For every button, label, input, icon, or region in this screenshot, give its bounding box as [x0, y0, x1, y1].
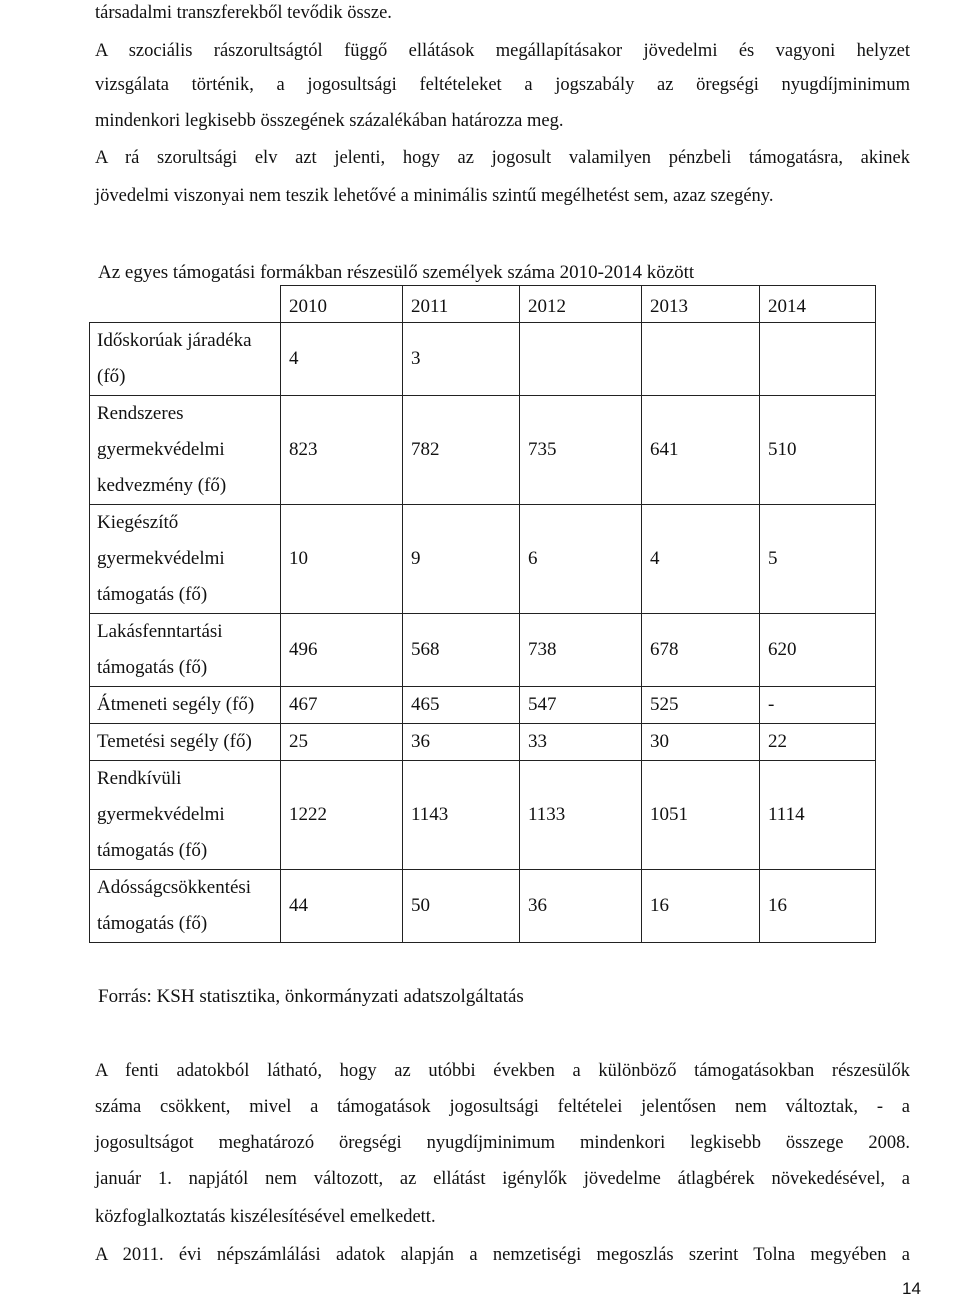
table-cell: 568: [403, 614, 520, 687]
table-row: [90, 870, 876, 943]
row-label-line: Rendkívüli: [97, 768, 182, 789]
table-cell: 547: [520, 687, 642, 724]
table-cell: 465: [403, 687, 520, 724]
table-cell: 1143: [403, 761, 520, 870]
table-cell: 782: [403, 396, 520, 505]
row-label-line: gyermekvédelmi: [97, 439, 225, 460]
year-header: 2014: [760, 286, 876, 323]
row-label-line: Temetési segély (fő): [97, 731, 252, 752]
text-line: január 1. napjától nem változott, az ellátást igénylők jövedelme átlagbérek növekedésével, a: [95, 1169, 910, 1189]
row-label: [90, 323, 281, 396]
table-row: [90, 761, 876, 870]
table-row: [90, 614, 876, 687]
table-cell: 735: [520, 396, 642, 505]
table-source: Forrás: KSH statisztika, önkormányzati adatszolgáltatás: [98, 986, 524, 1007]
row-label: [90, 505, 281, 614]
table-cell: 6: [520, 505, 642, 614]
text-line: mindenkori legkisebb összegének százalékában határozza meg.: [95, 111, 564, 131]
table-row: [90, 687, 876, 724]
row-label-line: támogatás (fő): [97, 657, 208, 678]
text-line: jogosultságot meghatározó öregségi nyugdíjminimum mindenkori legkisebb összege 2008.: [95, 1133, 910, 1153]
year-header: 2013: [642, 286, 760, 323]
table-cell: 1133: [520, 761, 642, 870]
table-cell: [642, 323, 760, 396]
table-cell: [760, 323, 876, 396]
text-line: A szociális rászorultságtól függő ellátások megállapításakor jövedelmi és vagyoni helyzet: [95, 41, 910, 61]
row-label-line: Rendszeres: [97, 403, 184, 424]
row-label-line: támogatás (fő): [97, 913, 208, 934]
year-header: 2012: [520, 286, 642, 323]
row-label-line: Időskorúak járadéka: [97, 330, 252, 351]
table-cell: 3: [403, 323, 520, 396]
text-line: száma csökkent, mivel a támogatások jogosultsági feltételei jelentősen nem változtak, - a: [95, 1097, 910, 1117]
row-label-line: Átmeneti segély (fő): [97, 694, 255, 715]
row-label-line: Kiegészítő: [97, 512, 179, 533]
table-corner: [90, 286, 281, 323]
table-cell: 4: [642, 505, 760, 614]
table-cell: 1222: [281, 761, 403, 870]
table-cell: 1114: [760, 761, 876, 870]
row-label: [90, 870, 281, 943]
table-cell: 1051: [642, 761, 760, 870]
row-label-line: támogatás (fő): [97, 584, 208, 605]
text-line: közfoglalkoztatás kiszélesítésével emelkedett.: [95, 1207, 436, 1227]
text-line: A 2011. évi népszámlálási adatok alapján a nemzetiségi megoszlás szerint Tolna megyében a: [95, 1245, 910, 1265]
table-cell: 738: [520, 614, 642, 687]
table-cell: 510: [760, 396, 876, 505]
table-cell: [520, 323, 642, 396]
table-cell: 496: [281, 614, 403, 687]
row-label: [90, 761, 281, 870]
row-label-line: kedvezmény (fő): [97, 475, 227, 496]
table-cell: 16: [642, 870, 760, 943]
table-cell: 50: [403, 870, 520, 943]
table-row: [90, 724, 876, 761]
text-line: vizsgálata történik, a jogosultsági feltételeket a jogszabály az öregségi nyugdíjminimum: [95, 75, 910, 95]
table-header-row: [90, 286, 876, 323]
row-label-line: Adósságcsökkentési: [97, 877, 252, 898]
row-label-line: gyermekvédelmi: [97, 548, 225, 569]
row-label: [90, 687, 281, 724]
year-header: 2011: [403, 286, 520, 323]
row-label-line: (fő): [97, 366, 126, 387]
table-cell: 525: [642, 687, 760, 724]
table-row: [90, 323, 876, 396]
table-cell: 33: [520, 724, 642, 761]
year-header: 2010: [281, 286, 403, 323]
table-cell: 36: [520, 870, 642, 943]
table-cell: 641: [642, 396, 760, 505]
row-label: [90, 724, 281, 761]
page-number: 14: [902, 1279, 921, 1298]
table-cell: 36: [403, 724, 520, 761]
text-line: A rá szorultsági elv azt jelenti, hogy az jogosult valamilyen pénzbeli támogatásra, akinek: [95, 148, 910, 168]
row-label-line: Lakásfenntartási: [97, 621, 223, 642]
row-label: [90, 396, 281, 505]
table-cell: 678: [642, 614, 760, 687]
text-line: jövedelmi viszonyai nem teszik lehetővé a minimális szintű megélhetést sem, azaz szegény.: [95, 186, 774, 206]
table-cell: 823: [281, 396, 403, 505]
table-row: [90, 505, 876, 614]
table-cell: 30: [642, 724, 760, 761]
text-line: A fenti adatokból látható, hogy az utóbbi években a különböző támogatásokban részesülők: [95, 1061, 910, 1081]
table-caption: Az egyes támogatási formákban részesülő személyek száma 2010-2014 között: [98, 262, 695, 283]
table-cell: -: [760, 687, 876, 724]
table-cell: 5: [760, 505, 876, 614]
table-cell: 620: [760, 614, 876, 687]
row-label-line: támogatás (fő): [97, 840, 208, 861]
table-cell: 44: [281, 870, 403, 943]
table-cell: 4: [281, 323, 403, 396]
table-cell: 467: [281, 687, 403, 724]
table-cell: 16: [760, 870, 876, 943]
text-line: társadalmi transzferekből tevődik össze.: [95, 3, 392, 23]
row-label: [90, 614, 281, 687]
table-cell: 22: [760, 724, 876, 761]
table-cell: 25: [281, 724, 403, 761]
table-cell: 10: [281, 505, 403, 614]
table-row: [90, 396, 876, 505]
support-table: [89, 285, 876, 943]
row-label-line: gyermekvédelmi: [97, 804, 225, 825]
table-cell: 9: [403, 505, 520, 614]
